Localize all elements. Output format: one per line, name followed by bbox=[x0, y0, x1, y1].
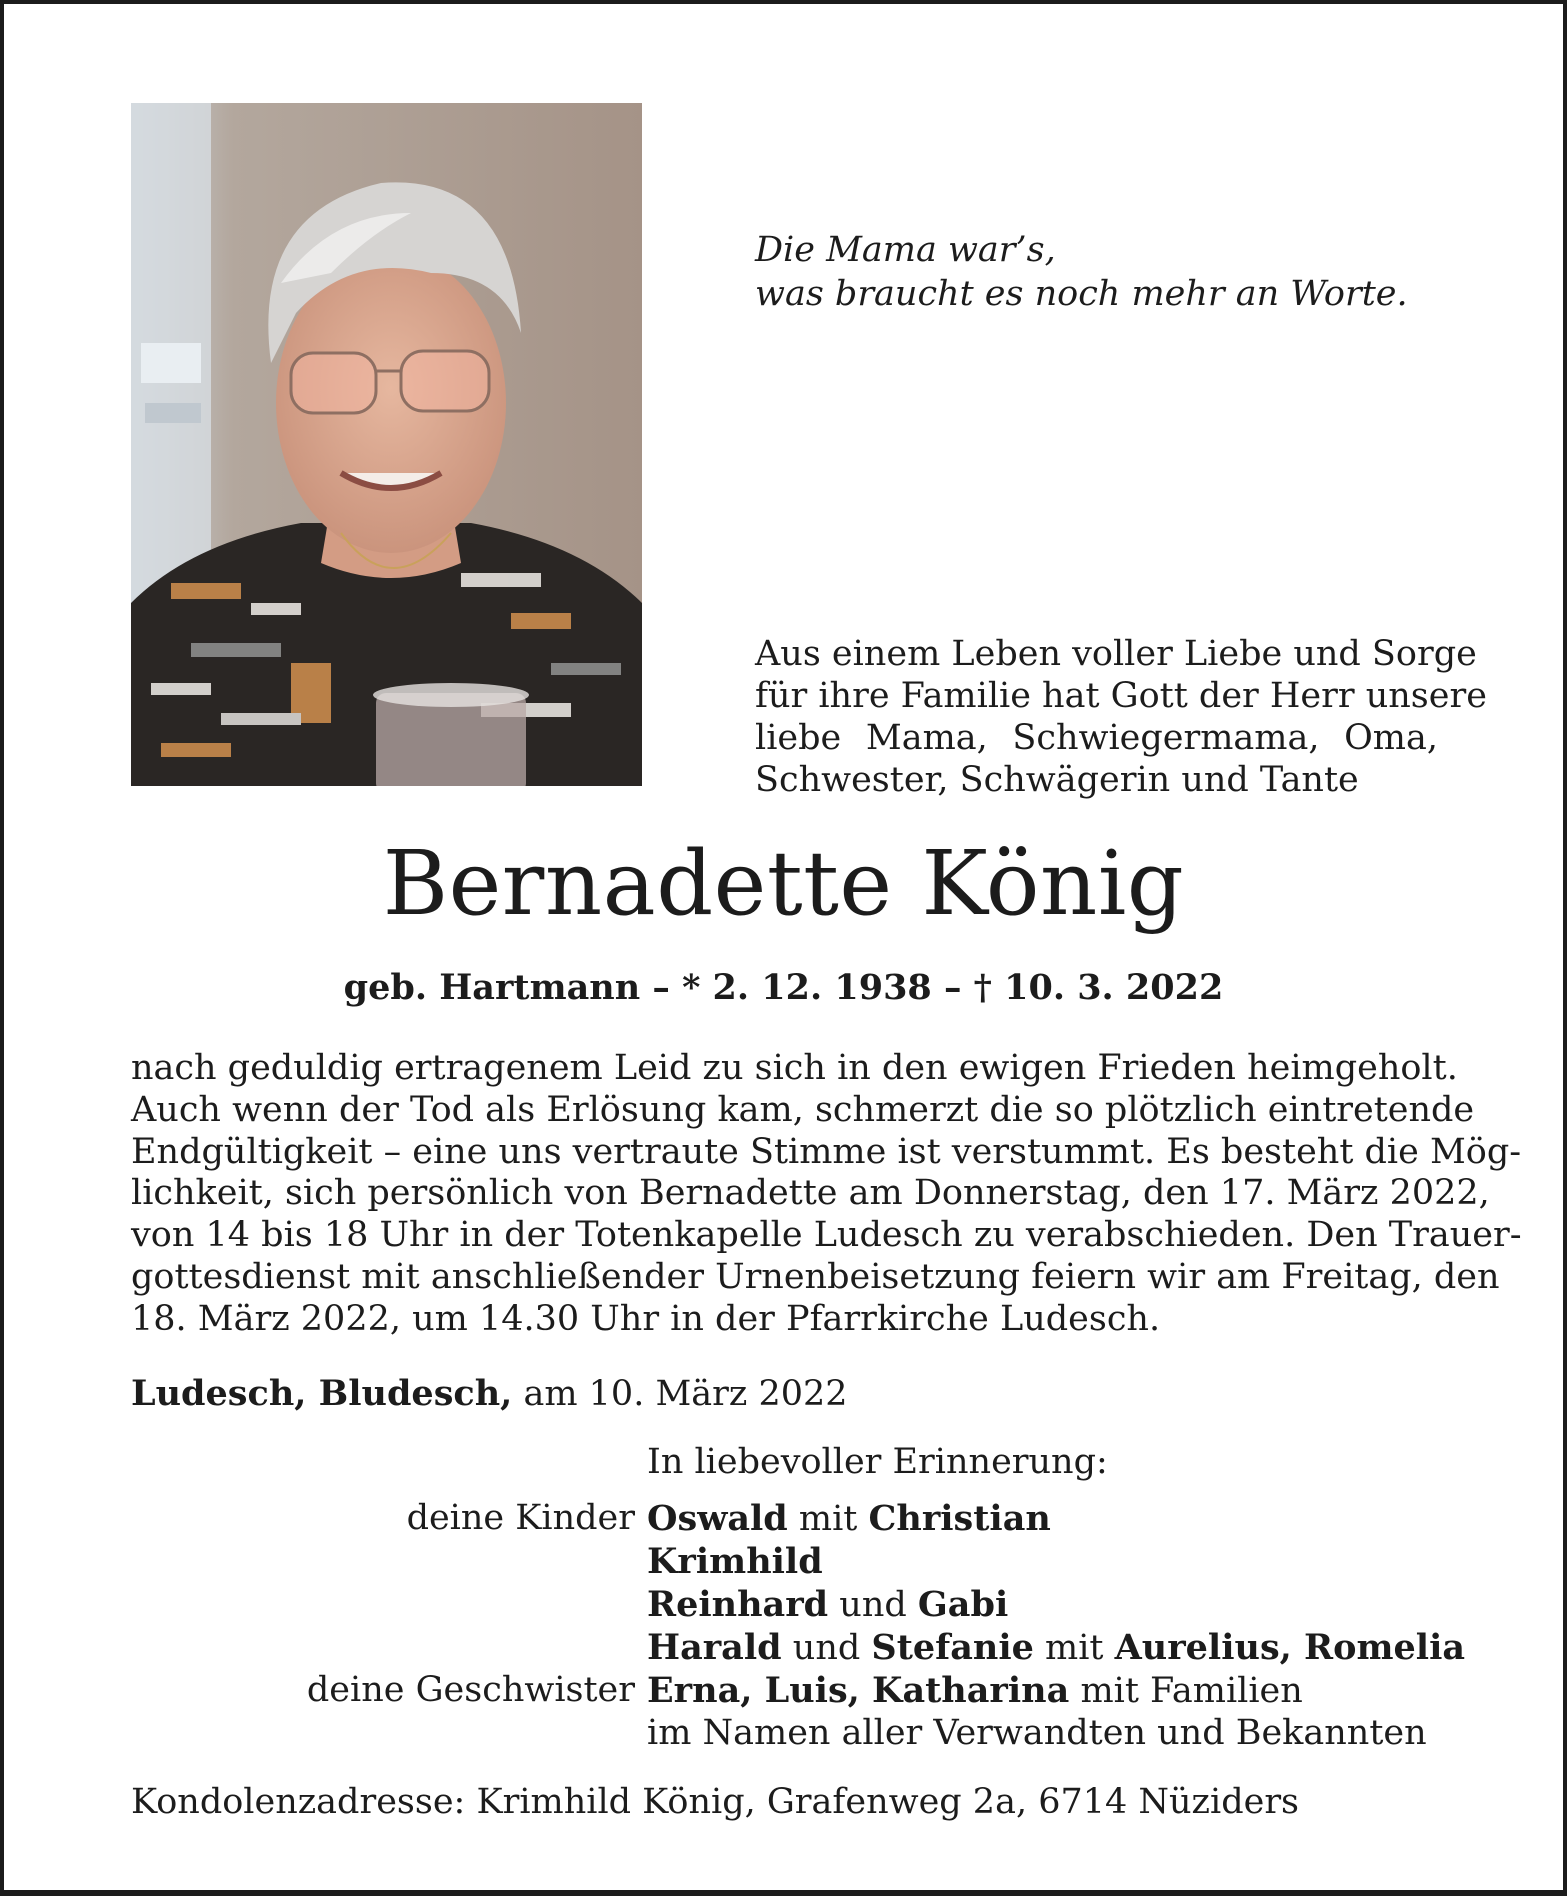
intro-text bbox=[755, 633, 1487, 801]
mourner-name: Krimhild bbox=[647, 1541, 823, 1582]
mourner-name: Aurelius, Romelia bbox=[1114, 1627, 1466, 1668]
mourner-row bbox=[647, 1627, 1465, 1668]
body-line: gottesdienst mit anschließender Urnenbeisetzung feiern wir am Freitag, den bbox=[131, 1256, 1500, 1297]
mourner-name: Christian bbox=[868, 1498, 1051, 1539]
intro-line: Schwester, Schwägerin und Tante bbox=[755, 760, 1359, 800]
intro-line: Aus einem Leben voller Liebe und Sorge bbox=[755, 634, 1477, 674]
mourner-name: Gabi bbox=[917, 1584, 1009, 1625]
siblings-label: deine Geschwister bbox=[306, 1670, 635, 1710]
mourner-name: Reinhard bbox=[647, 1584, 829, 1625]
mourner-connector: und bbox=[839, 1585, 907, 1625]
mourner-name: Harald bbox=[647, 1627, 782, 1668]
body-line: 18. März 2022, um 14.30 Uhr in der Pfarrkirche Ludesch. bbox=[131, 1298, 1161, 1339]
place-date bbox=[131, 1373, 848, 1414]
children-label: deine Kinder bbox=[406, 1498, 635, 1538]
body-line: Endgültigkeit – eine uns vertraute Stimme ist verstummt. Es besteht die Mög- bbox=[131, 1131, 1522, 1172]
body-line: lichkeit, sich persönlich von Bernadette am Donnerstag, den 17. März 2022, bbox=[131, 1173, 1490, 1214]
mourner-connector: mit bbox=[798, 1499, 858, 1539]
deceased-details: geb. Hartmann – * 2. 12. 1938 – † 10. 3. 2022 bbox=[343, 967, 1224, 1008]
body-text bbox=[131, 1048, 1522, 1341]
mourner-row bbox=[647, 1584, 1008, 1625]
quote bbox=[755, 228, 1408, 316]
mourner-row: im Namen aller Verwandten und Bekannten bbox=[647, 1713, 1427, 1753]
mourner-row bbox=[647, 1670, 1303, 1711]
intro-line: für ihre Familie hat Gott der Herr unsere bbox=[755, 676, 1487, 716]
deceased-name: Bernadette König bbox=[382, 831, 1185, 935]
memory-heading: In liebevoller Erinnerung: bbox=[647, 1442, 1108, 1482]
mourner-name: Stefanie bbox=[871, 1627, 1034, 1668]
mourner-name: Erna, Luis, Katharina bbox=[647, 1670, 1070, 1711]
mourner-connector: mit bbox=[1045, 1628, 1104, 1668]
body-line: von 14 bis 18 Uhr in der Totenkapelle Ludesch zu verabschieden. Den Trauer- bbox=[131, 1215, 1522, 1256]
mourner-connector: und bbox=[792, 1628, 861, 1668]
intro-line: liebe Mama, Schwiegermama, Oma, bbox=[755, 718, 1438, 758]
portrait-photo-icon bbox=[131, 103, 642, 786]
portrait-photo bbox=[131, 103, 642, 786]
mourner-row bbox=[647, 1541, 823, 1582]
mourner-name: Oswald bbox=[647, 1498, 788, 1539]
quote-line: Die Mama war’s, bbox=[755, 230, 1056, 270]
body-line: nach geduldig ertragenem Leid zu sich in den ewigen Frieden heimgeholt. bbox=[131, 1048, 1458, 1088]
mourner-row bbox=[647, 1498, 1051, 1539]
place-date-text: am 10. März 2022 bbox=[523, 1374, 848, 1414]
body-line: Auch wenn der Tod als Erlösung kam, schmerzt die so plötzlich eintretende bbox=[131, 1089, 1475, 1130]
mourner-connector: mit Familien bbox=[1080, 1671, 1303, 1711]
condolence-address: Kondolenzadresse: Krimhild König, Grafenweg 2a, 6714 Nüziders bbox=[131, 1782, 1300, 1822]
place-towns: Ludesch, Bludesch, bbox=[131, 1373, 513, 1414]
quote-line: was braucht es noch mehr an Worte. bbox=[755, 274, 1408, 314]
